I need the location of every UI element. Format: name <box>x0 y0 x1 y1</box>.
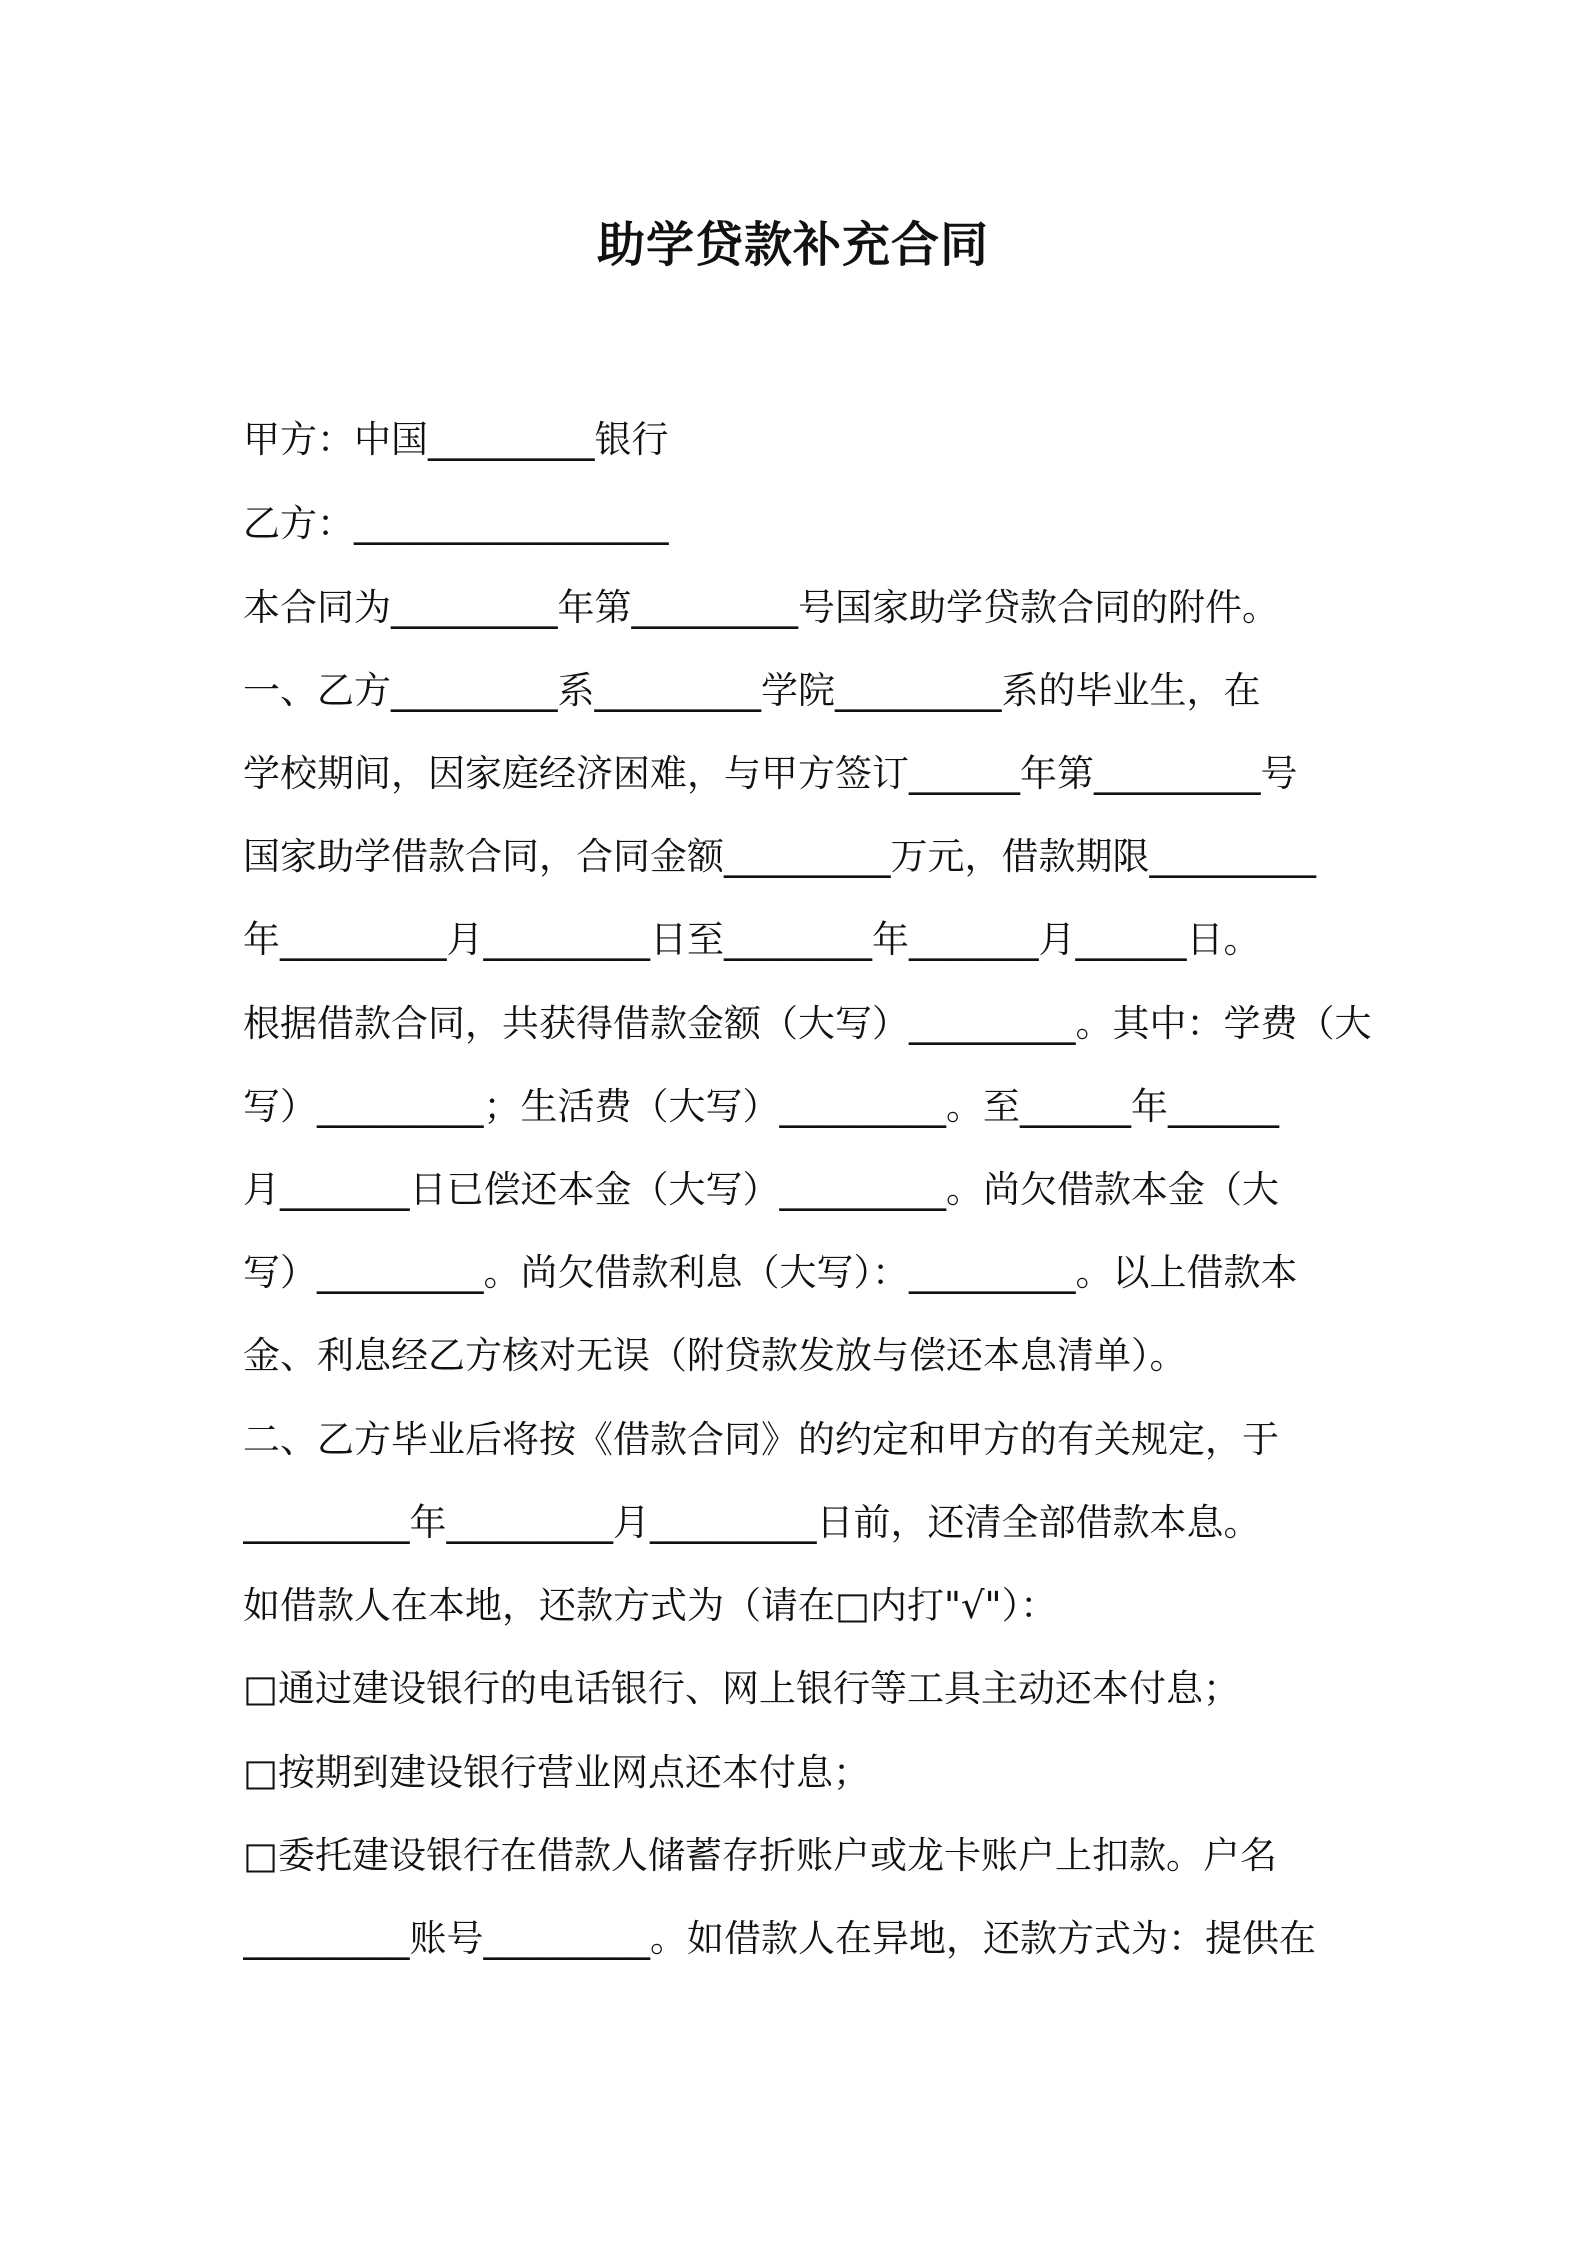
party-b-line: 乙方：_________________ <box>243 502 669 545</box>
clause-one-line-7: 月_______日已偿还本金（大写）_________。尚欠借款本金（大 <box>243 1168 1279 1211</box>
account-name-number-line: _________账号_________。如借款人在异地，还款方式为：提供在 <box>243 1917 1316 1960</box>
clause-one-line-6: 写）_________；生活费（大写）_________。至______年______ <box>243 1085 1279 1128</box>
contract-attachment-line: 本合同为_________年第_________号国家助学贷款合同的附件。 <box>243 586 1279 629</box>
clause-one-line-1: 一、乙方_________系_________学院_________系的毕业生，在 <box>243 669 1261 712</box>
option-branch-repayment: □按期到建设银行营业网点还本付息； <box>243 1751 870 1794</box>
clause-one-line-2: 学校期间，因家庭经济困难，与甲方签订______年第_________号 <box>243 752 1298 795</box>
document-title: 助学贷款补充合同 <box>596 217 989 273</box>
clause-one-line-8: 写）_________。尚欠借款利息（大写）：_________。以上借款本 <box>243 1251 1298 1294</box>
clause-two-line-2: _________年_________月_________日前，还清全部借款本息。 <box>243 1501 1261 1544</box>
clause-two-line-1: 二、乙方毕业后将按《借款合同》的约定和甲方的有关规定，于 <box>243 1418 1279 1461</box>
clause-one-line-9: 金、利息经乙方核对无误（附贷款发放与偿还本息清单）。 <box>243 1334 1187 1377</box>
clause-one-line-5: 根据借款合同，共获得借款金额（大写）_________。其中：学费（大 <box>243 1002 1372 1045</box>
option-phone-online-banking: □通过建设银行的电话银行、网上银行等工具主动还本付息； <box>243 1667 1240 1710</box>
clause-one-line-4: 年_________月_________日至________年_______月______日。 <box>243 918 1261 961</box>
repayment-method-line: 如借款人在本地，还款方式为（请在□内打"√"）： <box>243 1584 1058 1627</box>
party-a-line: 甲方：中国_________银行 <box>243 418 669 461</box>
clause-one-line-3: 国家助学借款合同，合同金额_________万元，借款期限_________ <box>243 835 1316 878</box>
option-account-debit: □委托建设银行在借款人储蓄存折账户或龙卡账户上扣款。户名 <box>243 1834 1277 1877</box>
